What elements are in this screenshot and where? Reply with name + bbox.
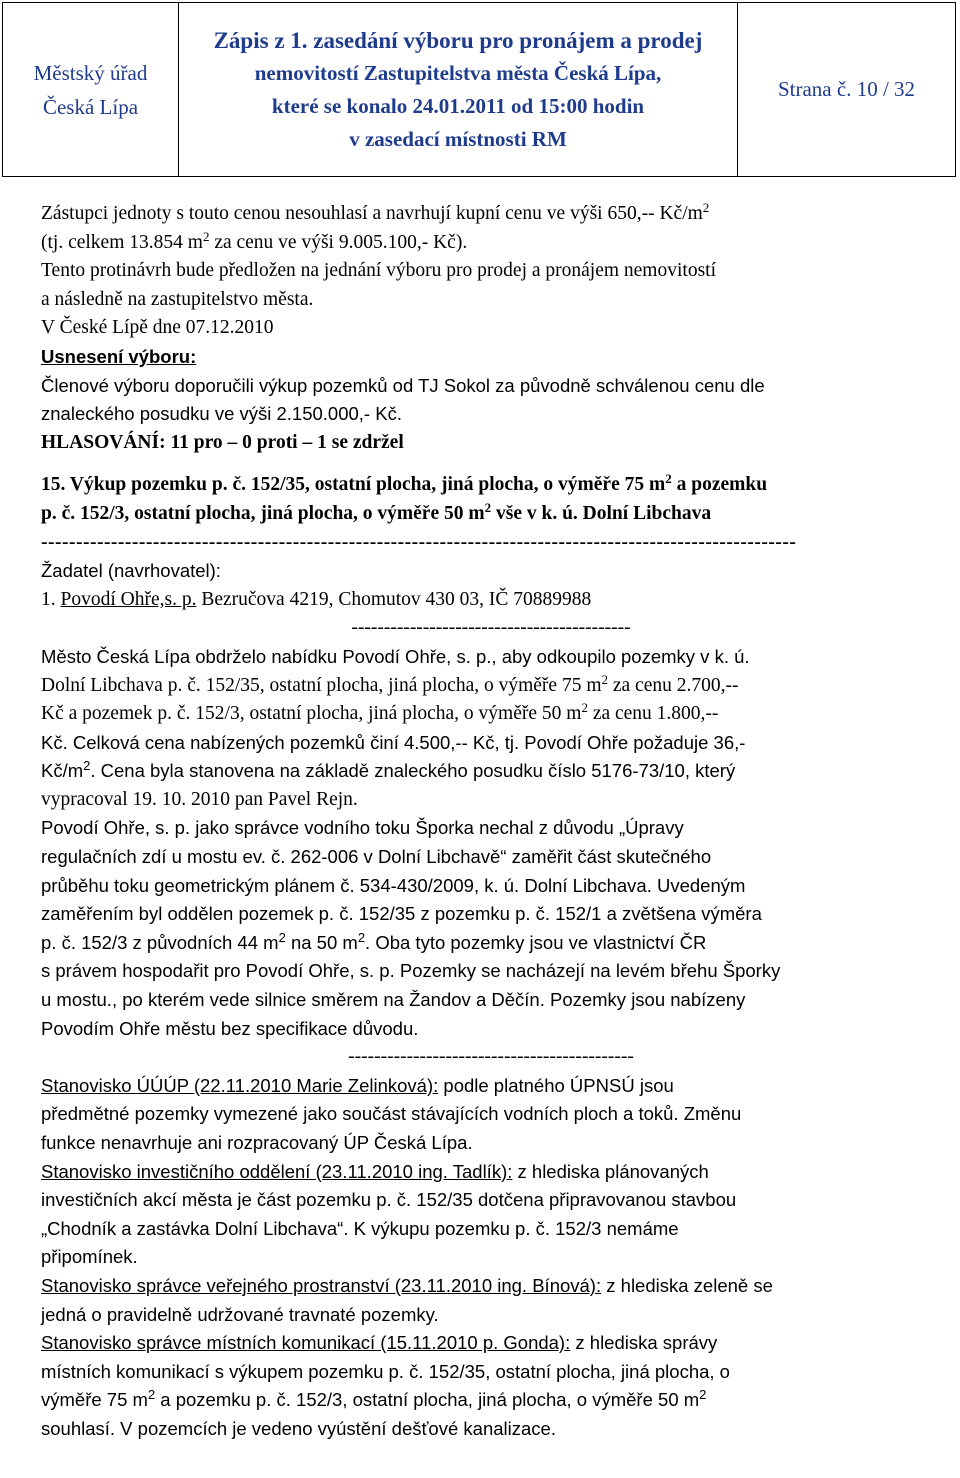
text-segment: souhlasí. V pozemcích je vedeno vyústění dešťové kanalizace. <box>41 1417 556 1439</box>
page-header <box>2 2 956 177</box>
text-line <box>41 1415 941 1444</box>
text-segment: Usnesení výboru: <box>41 345 197 367</box>
text-segment: „Chodník a zastávka Dolní Libchava“. K výkupu pozemku p. č. 152/3 nemáme <box>41 1217 679 1239</box>
text-segment: ------------------------------------------------------------------------------------------------------------ <box>41 531 797 553</box>
text-line <box>41 786 941 815</box>
text-segment: Povodí Ohře,s. p. <box>60 588 197 610</box>
text-line <box>41 1186 941 1215</box>
title-line-2: nemovitostí Zastupitelstva města Česká Lípa, <box>254 60 662 85</box>
text-segment: Zástupci jednoty s touto cenou nesouhlasí a navrhují kupní cenu ve výši 650,-- Kč/m <box>41 203 703 224</box>
text-segment: vypracoval 19. 10. 2010 pan Pavel Rejn. <box>41 788 358 810</box>
text-line <box>41 286 941 315</box>
office-line-1: Městský úřad <box>33 60 148 85</box>
text-line <box>41 1129 941 1158</box>
text-segment: -------------------------------------------- <box>348 1046 634 1068</box>
text-line <box>41 1015 941 1044</box>
text-line <box>41 929 941 958</box>
text-line <box>41 1243 941 1272</box>
text-segment: za cenu 2.700,-- <box>608 674 739 696</box>
superscript: 2 <box>699 1387 707 1403</box>
text-line <box>41 843 941 872</box>
title-line-3: které se konalo 24.01.2011 od 15:00 hodin <box>271 93 645 118</box>
separator-line <box>41 614 941 643</box>
text-line <box>41 229 941 258</box>
text-segment: podle platného ÚPNSÚ jsou <box>438 1074 674 1096</box>
superscript: 2 <box>484 499 492 515</box>
superscript: 2 <box>702 200 710 215</box>
separator-line <box>41 529 941 558</box>
text-segment: 1. <box>41 588 61 610</box>
superscript: 2 <box>278 929 286 945</box>
superscript: 2 <box>665 471 672 487</box>
text-segment: předmětné pozemky vymezené jako součást stávajících vodních ploch a toků. Změnu <box>41 1103 742 1125</box>
text-segment: z hlediska plánovaných <box>512 1160 709 1182</box>
superscript: 2 <box>601 671 608 687</box>
text-segment: s právem hospodařit pro Povodí Ohře, s. p. Pozemky se nacházejí na levém břehu Šporky <box>41 960 781 982</box>
superscript: 2 <box>202 228 210 244</box>
text-segment: V České Lípě dne 07.12.2010 <box>41 317 274 339</box>
document-body <box>41 200 941 1444</box>
text-line <box>41 1301 941 1330</box>
text-line <box>41 314 941 343</box>
text-segment: . Oba tyto pozemky jsou ve vlastnictví ČR <box>365 931 707 953</box>
text-line <box>41 872 941 901</box>
text-segment: výměře 75 m <box>41 1389 148 1411</box>
text-segment: (tj. celkem 13.854 m <box>41 231 203 253</box>
text-segment: Povodí Ohře, s. p. jako správce vodního toku Šporka nechal z důvodu „Úpravy <box>41 817 684 839</box>
text-segment: ------------------------------------------- <box>351 617 631 639</box>
text-segment: regulačních zdí u mostu ev. č. 262-006 v Dolní Libchavě“ zaměřit část skutečného <box>41 846 712 868</box>
text-line <box>41 1072 941 1101</box>
text-line <box>41 1358 941 1387</box>
text-line <box>41 586 941 615</box>
text-line <box>41 257 941 286</box>
text-line <box>41 729 941 758</box>
text-line <box>41 372 941 401</box>
text-segment: z hlediska správy <box>570 1332 718 1354</box>
text-line <box>41 757 941 786</box>
title-line-4: v zasedací místnosti RM <box>349 126 567 151</box>
text-line <box>41 1158 941 1187</box>
text-segment: Tento protinávrh bude předložen na jednání výboru pro prodej a pronájem nemovitostí <box>41 260 716 282</box>
text-line <box>41 1215 941 1244</box>
text-line <box>41 557 941 586</box>
separator-line <box>41 1043 941 1072</box>
text-segment: místních komunikací s výkupem pozemku p. č. 152/35, ostatní plocha, jiná plocha, o <box>41 1360 730 1382</box>
text-segment: Kč/m <box>41 760 84 782</box>
superscript: 2 <box>147 1387 156 1403</box>
office-name <box>3 3 179 176</box>
text-segment: za cenu ve výši 9.005.100,- Kč). <box>209 231 468 253</box>
text-segment: Stanovisko ÚÚÚP (22.11.2010 Marie Zelinková): <box>41 1074 439 1096</box>
text-segment: připomínek. <box>41 1246 138 1268</box>
text-segment: Členové výboru doporučili výkup pozemků od TJ Sokol za původně schválenou cenu dle <box>41 374 765 396</box>
text-line <box>41 957 941 986</box>
text-segment: Bezručova 4219, Chomutov 430 03, IČ 70889988 <box>196 588 592 610</box>
text-line <box>41 343 941 372</box>
text-segment: jedná o pravidelně udržované travnaté pozemky. <box>41 1303 439 1325</box>
superscript: 2 <box>581 700 588 716</box>
superscript: 2 <box>83 758 91 774</box>
title-line-1: Zápis z 1. zasedání výboru pro pronájem a prodej <box>213 27 703 53</box>
text-segment: znaleckého posudku ve výši 2.150.000,- Kč. <box>41 403 402 425</box>
text-segment: Povodím Ohře městu bez specifikace důvodu. <box>41 1017 419 1039</box>
text-segment: . Cena byla stanovena na základě znaleckého posudku číslo 5176-73/10, který <box>90 760 736 782</box>
text-segment: investičních akcí města je část pozemku p. č. 152/35 dotčena připravovanou stavbou <box>41 1189 737 1211</box>
text-segment: Stanovisko správce místních komunikací (15.11.2010 p. Gonda): <box>41 1332 571 1354</box>
text-segment: 15. Výkup pozemku p. č. 152/35, ostatní plocha, jiná plocha, o výměře 75 m <box>41 474 666 496</box>
text-line <box>41 1329 941 1358</box>
text-segment: a pozemku <box>671 474 768 496</box>
text-segment: p. č. 152/3, ostatní plocha, jiná plocha, o výměře 50 m <box>41 502 485 524</box>
text-segment: Žadatel (navrhovatel): <box>41 560 221 582</box>
text-segment: Stanovisko správce veřejného prostranství (23.11.2010 ing. Bínová): <box>41 1274 602 1296</box>
page-number <box>738 3 955 176</box>
superscript: 2 <box>357 929 366 945</box>
text-line <box>41 471 941 500</box>
text-line <box>41 1100 941 1129</box>
text-segment: Kč. Celková cena nabízených pozemků činí 4.500,-- Kč, tj. Povodí Ohře požaduje 36,- <box>41 731 746 753</box>
document-title <box>179 3 738 176</box>
text-line <box>41 1386 941 1415</box>
text-segment: HLASOVÁNÍ: 11 pro – 0 proti – 1 se zdržel <box>41 431 404 453</box>
text-line <box>41 400 941 429</box>
text-segment: zaměřením byl oddělen pozemek p. č. 152/35 z pozemku p. č. 152/1 a zvětšena výměra <box>41 903 762 925</box>
text-segment: z hlediska zeleně se <box>601 1274 773 1296</box>
paragraph-gap <box>41 457 941 471</box>
text-line <box>41 1272 941 1301</box>
text-segment: za cenu 1.800,-- <box>587 703 719 725</box>
text-line <box>41 700 941 729</box>
text-segment: Kč a pozemek p. č. 152/3, ostatní plocha, jiná plocha, o výměře 50 m <box>41 703 582 725</box>
text-segment: průběhu toku geometrickým plánem č. 534-430/2009, k. ú. Dolní Libchava. Uvedeným <box>41 874 746 896</box>
text-segment: Dolní Libchava p. č. 152/35, ostatní plocha, jiná plocha, o výměře 75 m <box>41 674 602 696</box>
text-line <box>41 986 941 1015</box>
text-line <box>41 814 941 843</box>
text-line <box>41 200 941 229</box>
text-line <box>41 672 941 701</box>
text-line <box>41 500 941 529</box>
text-segment: p. č. 152/3 z původních 44 m <box>41 931 279 953</box>
text-segment: vše v k. ú. Dolní Libchava <box>491 502 712 524</box>
page-number-text: Strana č. 10 / 32 <box>777 77 916 101</box>
text-segment: u mostu., po kterém vede silnice směrem na Žandov a Děčín. Pozemky jsou nabízeny <box>41 989 746 1011</box>
text-line <box>41 900 941 929</box>
office-line-2: Česká Lípa <box>42 94 139 119</box>
text-segment: a pozemku p. č. 152/3, ostatní plocha, jiná plocha, o výměře 50 m <box>155 1389 700 1411</box>
text-segment: a následně na zastupitelstvo města. <box>41 288 314 310</box>
text-line <box>41 429 941 458</box>
text-segment: Stanovisko investičního oddělení (23.11.2010 ing. Tadlík): <box>41 1160 513 1182</box>
text-segment: na 50 m <box>285 931 358 953</box>
text-segment: Město Česká Lípa obdrželo nabídku Povodí Ohře, s. p., aby odkoupilo pozemky v k. ú. <box>41 645 750 667</box>
text-line <box>41 643 941 672</box>
text-segment: funkce nenavrhuje ani rozpracovaný ÚP Česká Lípa. <box>41 1132 473 1153</box>
